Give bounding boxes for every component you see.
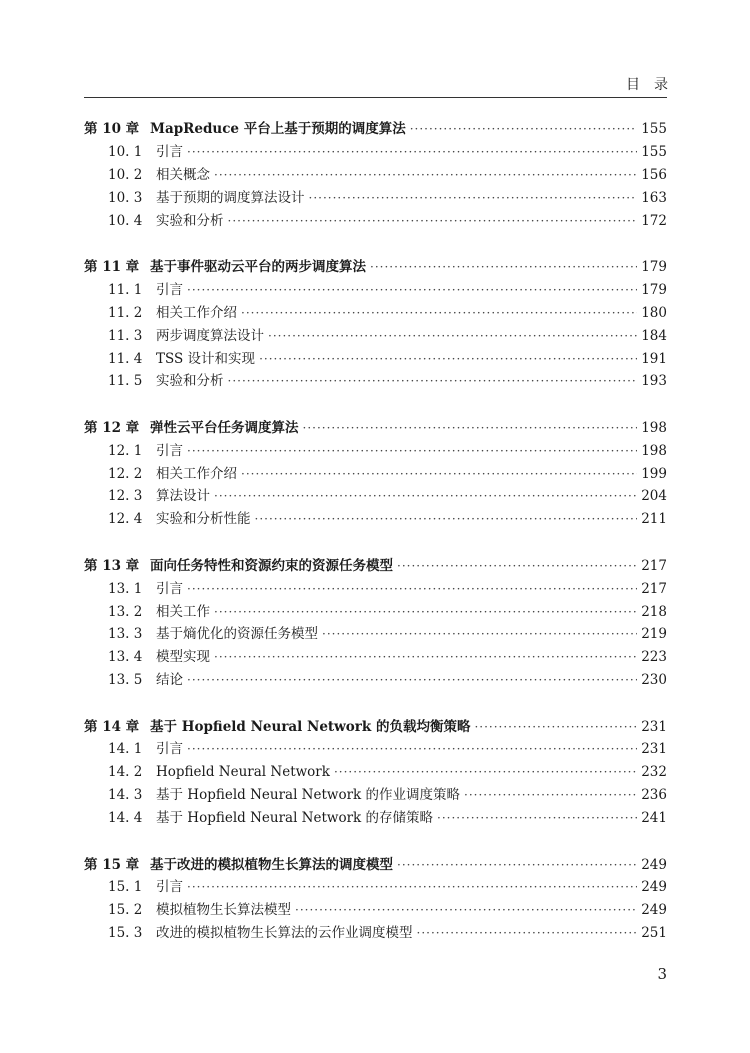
entry-title: 基于 Hopfield Neural Network 的作业调度策略 xyxy=(156,787,461,804)
entry-title: 基于预期的调度算法设计 xyxy=(156,189,305,206)
chapter-block xyxy=(84,854,667,946)
dot-leader xyxy=(464,784,637,807)
section-entry[interactable] xyxy=(84,738,667,761)
dot-leader xyxy=(187,738,637,761)
dot-leader xyxy=(187,279,637,302)
entry-number: 15. 1 xyxy=(108,879,143,896)
dot-leader xyxy=(309,187,638,210)
dot-leader xyxy=(228,210,638,233)
dot-leader xyxy=(334,761,637,784)
entry-number: 第 14 章 xyxy=(84,718,140,735)
entry-title: 模型实现 xyxy=(156,649,210,666)
entry-title: 实验和分析性能 xyxy=(156,511,251,528)
entry-page: 156 xyxy=(641,166,667,183)
dot-leader xyxy=(259,348,637,371)
entry-page: 204 xyxy=(641,488,667,505)
dot-leader xyxy=(214,485,637,508)
entry-number: 第 12 章 xyxy=(84,419,140,436)
entry-page: 218 xyxy=(641,603,667,620)
section-entry[interactable] xyxy=(84,210,667,233)
entry-title: 实验和分析 xyxy=(156,212,224,229)
entry-number: 10. 4 xyxy=(108,212,143,229)
dot-leader xyxy=(187,440,637,463)
chapter-entry[interactable] xyxy=(84,118,667,141)
entry-title: 基于 Hopfield Neural Network 的负载均衡策略 xyxy=(150,718,471,735)
dot-leader xyxy=(410,118,637,141)
dot-leader xyxy=(370,256,637,279)
section-entry[interactable] xyxy=(84,508,667,531)
section-entry[interactable] xyxy=(84,348,667,371)
entry-number: 11. 1 xyxy=(108,281,143,298)
entry-title: MapReduce 平台上基于预期的调度算法 xyxy=(150,121,406,137)
dot-leader xyxy=(397,555,637,578)
entry-number: 13. 4 xyxy=(108,649,143,666)
dot-leader xyxy=(397,854,637,877)
dot-leader xyxy=(417,922,638,945)
entry-page: 249 xyxy=(641,902,667,919)
dot-leader xyxy=(241,463,637,486)
entry-page: 231 xyxy=(641,718,667,735)
entry-page: 199 xyxy=(641,465,667,482)
dot-leader xyxy=(214,164,637,187)
entry-page: 179 xyxy=(641,281,667,298)
entry-number: 12. 3 xyxy=(108,488,143,505)
entry-title: 面向任务特性和资源约束的资源任务模型 xyxy=(150,557,393,574)
section-entry[interactable] xyxy=(84,463,667,486)
section-entry[interactable] xyxy=(84,164,667,187)
entry-page: 184 xyxy=(641,327,667,344)
entry-number: 14. 1 xyxy=(108,741,143,758)
entry-title: 相关工作介绍 xyxy=(156,465,237,482)
section-entry[interactable] xyxy=(84,485,667,508)
chapter-entry[interactable] xyxy=(84,854,667,877)
entry-number: 10. 2 xyxy=(108,166,143,183)
dot-leader xyxy=(295,899,637,922)
section-entry[interactable] xyxy=(84,761,667,784)
section-entry[interactable] xyxy=(84,922,667,945)
entry-number: 13. 3 xyxy=(108,626,143,643)
entry-number: 13. 2 xyxy=(108,603,143,620)
section-entry[interactable] xyxy=(84,807,667,830)
chapter-entry[interactable] xyxy=(84,256,667,279)
section-entry[interactable] xyxy=(84,279,667,302)
entry-page: 191 xyxy=(641,350,667,367)
dot-leader xyxy=(187,669,637,692)
section-entry[interactable] xyxy=(84,601,667,624)
entry-title: 改进的模拟植物生长算法的云作业调度模型 xyxy=(156,925,413,942)
entry-number: 13. 1 xyxy=(108,580,143,597)
section-entry[interactable] xyxy=(84,141,667,164)
entry-number: 12. 2 xyxy=(108,465,143,482)
entry-title: 引言 xyxy=(156,580,183,597)
entry-number: 10. 3 xyxy=(108,189,143,206)
dot-leader xyxy=(268,325,637,348)
entry-page: 236 xyxy=(641,787,667,804)
entry-page: 163 xyxy=(641,189,667,206)
entry-page: 172 xyxy=(641,212,667,229)
entry-title: 相关工作介绍 xyxy=(156,304,237,321)
dot-leader xyxy=(303,417,638,440)
dot-leader xyxy=(214,601,637,624)
entry-title: 基于 Hopfield Neural Network 的存储策略 xyxy=(156,810,434,827)
section-entry[interactable] xyxy=(84,187,667,210)
chapter-block xyxy=(84,716,667,830)
entry-title: 结论 xyxy=(156,672,183,689)
entry-number: 11. 4 xyxy=(108,350,143,367)
header-rule xyxy=(84,97,667,98)
entry-title: 实验和分析 xyxy=(156,373,224,390)
dot-leader xyxy=(241,302,637,325)
entry-title: 相关概念 xyxy=(156,166,210,183)
entry-page: 232 xyxy=(641,764,667,781)
entry-number: 10. 1 xyxy=(108,143,143,160)
section-entry[interactable] xyxy=(84,669,667,692)
section-entry[interactable] xyxy=(84,784,667,807)
entry-number: 11. 3 xyxy=(108,327,143,344)
section-entry[interactable] xyxy=(84,440,667,463)
entry-number: 12. 4 xyxy=(108,511,143,528)
entry-page: 198 xyxy=(641,419,667,436)
dot-leader xyxy=(228,370,638,393)
entry-page: 249 xyxy=(641,879,667,896)
section-entry[interactable] xyxy=(84,899,667,922)
chapter-block xyxy=(84,118,667,232)
chapter-entry[interactable] xyxy=(84,555,667,578)
entry-title: 基于改进的模拟植物生长算法的调度模型 xyxy=(150,856,393,873)
entry-number: 15. 2 xyxy=(108,902,143,919)
running-header: 目录 xyxy=(626,77,682,93)
entry-page: 155 xyxy=(641,121,667,137)
chapter-entry[interactable] xyxy=(84,417,667,440)
entry-title: 引言 xyxy=(156,879,183,896)
entry-page: 198 xyxy=(641,442,667,459)
entry-title: 基于熵优化的资源任务模型 xyxy=(156,626,318,643)
entry-page: 179 xyxy=(641,258,667,275)
entry-title: 弹性云平台任务调度算法 xyxy=(150,419,299,436)
entry-page: 231 xyxy=(641,741,667,758)
entry-page: 223 xyxy=(641,649,667,666)
entry-number: 12. 1 xyxy=(108,442,143,459)
section-entry[interactable] xyxy=(84,370,667,393)
entry-number: 13. 5 xyxy=(108,672,143,689)
entry-title: 引言 xyxy=(156,281,183,298)
section-entry[interactable] xyxy=(84,302,667,325)
section-entry[interactable] xyxy=(84,578,667,601)
dot-leader xyxy=(322,623,637,646)
entry-page: 217 xyxy=(641,580,667,597)
chapter-block xyxy=(84,417,667,531)
section-entry[interactable] xyxy=(84,646,667,669)
entry-page: 155 xyxy=(641,143,667,160)
entry-title: 算法设计 xyxy=(156,488,210,505)
entry-title: Hopfield Neural Network xyxy=(156,764,330,781)
chapter-block xyxy=(84,555,667,692)
chapter-entry[interactable] xyxy=(84,716,667,739)
dot-leader xyxy=(437,807,637,830)
dot-leader xyxy=(474,716,637,739)
dot-leader xyxy=(255,508,638,531)
entry-number: 11. 2 xyxy=(108,304,143,321)
entry-number: 第 15 章 xyxy=(84,856,140,873)
entry-number: 15. 3 xyxy=(108,925,143,942)
entry-number: 第 10 章 xyxy=(84,121,140,137)
entry-number: 第 11 章 xyxy=(84,258,140,275)
entry-title: 两步调度算法设计 xyxy=(156,327,264,344)
entry-number: 11. 5 xyxy=(108,373,143,390)
entry-title: 模拟植物生长算法模型 xyxy=(156,902,291,919)
table-of-contents xyxy=(84,118,667,969)
page-number: 3 xyxy=(657,965,667,983)
entry-title: TSS 设计和实现 xyxy=(156,350,256,367)
entry-title: 引言 xyxy=(156,442,183,459)
entry-page: 241 xyxy=(641,810,667,827)
entry-number: 14. 4 xyxy=(108,810,143,827)
dot-leader xyxy=(187,578,637,601)
dot-leader xyxy=(187,876,637,899)
entry-page: 249 xyxy=(641,856,667,873)
entry-page: 180 xyxy=(641,304,667,321)
entry-page: 193 xyxy=(641,373,667,390)
entry-page: 217 xyxy=(641,557,667,574)
dot-leader xyxy=(187,141,637,164)
dot-leader xyxy=(214,646,637,669)
entry-title: 引言 xyxy=(156,143,183,160)
entry-page: 251 xyxy=(641,925,667,942)
entry-page: 211 xyxy=(641,511,667,528)
entry-title: 基于事件驱动云平台的两步调度算法 xyxy=(150,258,366,275)
entry-page: 230 xyxy=(641,672,667,689)
entry-number: 14. 3 xyxy=(108,787,143,804)
entry-page: 219 xyxy=(641,626,667,643)
entry-number: 第 13 章 xyxy=(84,557,140,574)
entry-title: 引言 xyxy=(156,741,183,758)
section-entry[interactable] xyxy=(84,623,667,646)
entry-number: 14. 2 xyxy=(108,764,143,781)
section-entry[interactable] xyxy=(84,325,667,348)
chapter-block xyxy=(84,256,667,393)
entry-title: 相关工作 xyxy=(156,603,210,620)
section-entry[interactable] xyxy=(84,876,667,899)
